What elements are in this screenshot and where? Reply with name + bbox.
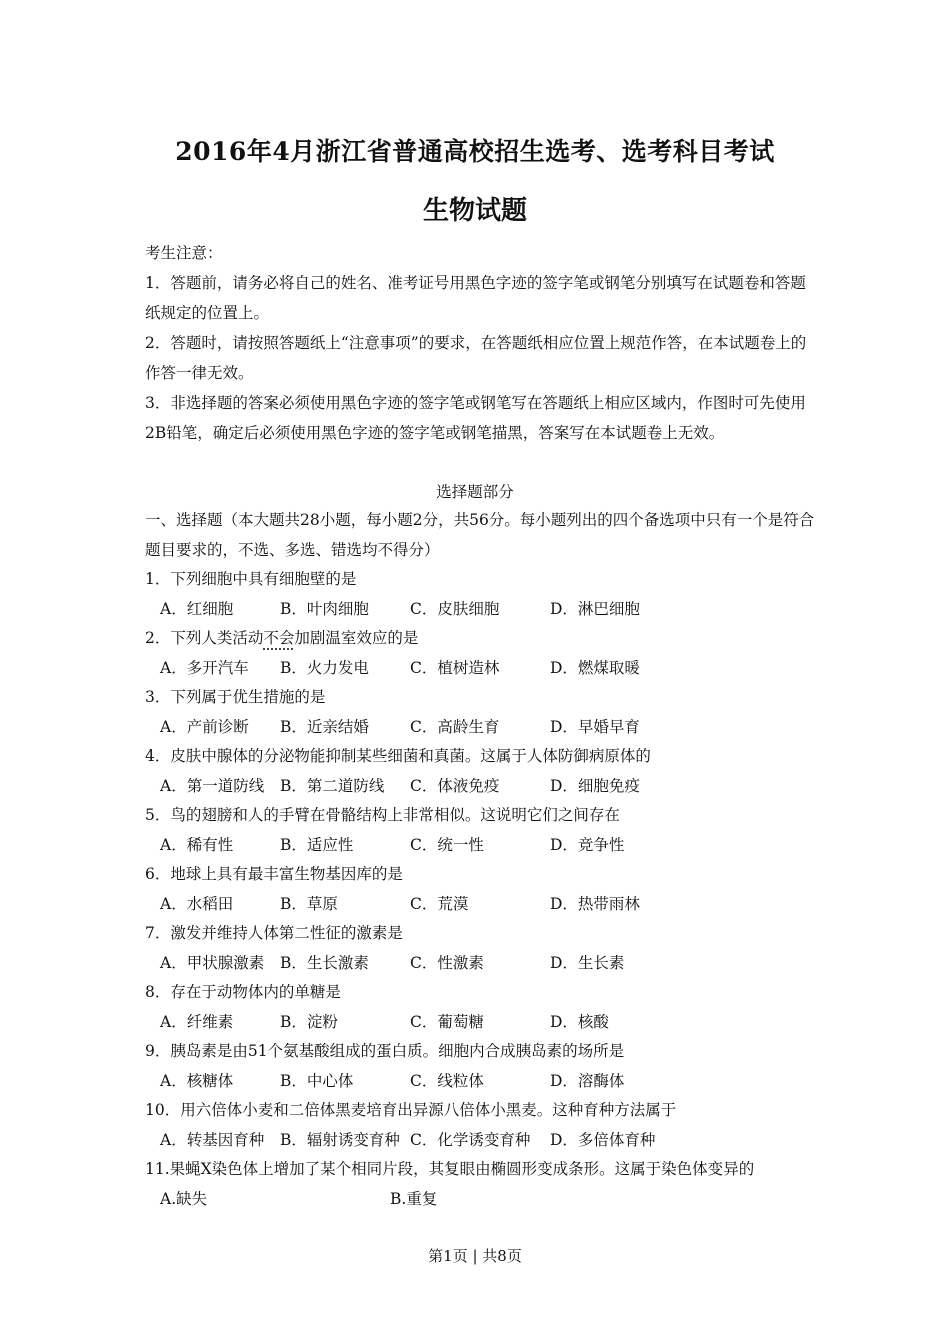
option: C．性激素 — [410, 953, 484, 972]
question-options — [145, 1008, 825, 1038]
option: D．溶酶体 — [550, 1071, 625, 1090]
option: C．统一性 — [410, 835, 484, 854]
option: D．生长素 — [550, 953, 625, 972]
option: D．多倍体育种 — [550, 1130, 656, 1149]
question-list — [145, 506, 825, 1214]
question-stem: 7．激发并维持人体第二性征的激素是 — [145, 924, 403, 942]
notes-heading: 考生注意： — [145, 244, 223, 262]
notes-block — [145, 238, 815, 448]
option: B．草原 — [280, 894, 338, 913]
question-stem: 9．胰岛素是由51个氨基酸组成的蛋白质。细胞内合成胰岛素的场所是 — [145, 1042, 625, 1060]
option: D．燃煤取暖 — [550, 658, 640, 677]
option: C．葡萄糖 — [410, 1012, 484, 1031]
question-stem: 4．皮肤中腺体的分泌物能抑制某些细菌和真菌。这属于人体防御病原体的 — [145, 747, 651, 765]
option: C．皮肤细胞 — [410, 599, 500, 618]
question-stem: 10．用六倍体小麦和二倍体黑麦培育出异源八倍体小黑麦。这种育种方法属于 — [145, 1101, 677, 1119]
section-instructions: 一、选择题（本大题共28小题，每小题2分，共56分。每小题列出的四个备选项中只有一个是符合题目要求的，不选、多选、错选均不得分） — [145, 511, 815, 559]
question-stem: 3．下列属于优生措施的是 — [145, 688, 326, 706]
option: A．纤维素 — [160, 1012, 234, 1031]
question-stem: 5．鸟的翅膀和人的手臂在骨骼结构上非常相似。这说明它们之间存在 — [145, 806, 620, 824]
option: D．核酸 — [550, 1012, 609, 1031]
option: D．竞争性 — [550, 835, 625, 854]
question-options — [145, 1185, 825, 1215]
option: D．细胞免疫 — [550, 776, 640, 795]
option: A．多开汽车 — [160, 658, 249, 677]
question-stem: 11.果蝇X染色体上增加了某个相同片段，其复眼由椭圆形变成条形。这属于染色体变异的 — [145, 1160, 755, 1178]
option: D．早婚早育 — [550, 717, 640, 736]
question-stem: 6．地球上具有最丰富生物基因库的是 — [145, 865, 403, 883]
option: A．甲状腺激素 — [160, 953, 265, 972]
question-options — [145, 831, 825, 861]
option: B．第二道防线 — [280, 776, 385, 795]
option: C．化学诱变育种 — [410, 1130, 531, 1149]
question-options — [145, 1067, 825, 1097]
question-options — [145, 890, 825, 920]
option: A．红细胞 — [160, 599, 234, 618]
option: C．高龄生育 — [410, 717, 500, 736]
option: C．荒漠 — [410, 894, 469, 913]
question-stem — [145, 624, 825, 654]
option: A.缺失 — [160, 1189, 208, 1208]
option: C．线粒体 — [410, 1071, 484, 1090]
option: B．中心体 — [280, 1071, 354, 1090]
question-stem: 1．下列细胞中具有细胞壁的是 — [145, 570, 357, 588]
question-options — [145, 772, 825, 802]
note-item: 2．答题时，请按照答题纸上“注意事项”的要求，在答题纸相应位置上规范作答，在本试题卷上的作答一律无效。 — [145, 334, 807, 382]
stem-part: 加剧温室效应的是 — [294, 629, 419, 647]
question-options — [145, 654, 825, 684]
option: C．体液免疫 — [410, 776, 500, 795]
option: B．近亲结婚 — [280, 717, 369, 736]
option: B．叶肉细胞 — [280, 599, 369, 618]
note-item: 1．答题前，请务必将自己的姓名、准考证号用黑色字迹的签字笔或钢笔分别填写在试题卷和答题纸规定的位置上。 — [145, 274, 806, 322]
note-item: 3．非选择题的答案必须使用黑色字迹的签字笔或钢笔写在答题纸上相应区域内，作图时可先使用2B铅笔，确定后必须使用黑色字迹的签字笔或钢笔描黑，答案写在本试题卷上无效。 — [145, 394, 806, 442]
question-options — [145, 949, 825, 979]
question-stem: 8．存在于动物体内的单糖是 — [145, 983, 341, 1001]
section-title: 选择题部分 — [436, 483, 514, 501]
option: D．热带雨林 — [550, 894, 640, 913]
exam-title: 2016年4月浙江省普通高校招生选考、选考科目考试 — [175, 137, 775, 166]
question-options — [145, 595, 825, 625]
option: A．产前诊断 — [160, 717, 249, 736]
page-footer: 第1页 | 共8页 — [428, 1247, 522, 1265]
option: D．淋巴细胞 — [550, 599, 640, 618]
stem-part: 2．下列人类活动 — [145, 629, 264, 647]
option: A．第一道防线 — [160, 776, 265, 795]
option: B．生长激素 — [280, 953, 369, 972]
option: B．火力发电 — [280, 658, 369, 677]
option: B．辐射诱变育种 — [280, 1130, 400, 1149]
question-options — [145, 1126, 825, 1156]
option: C．植树造林 — [410, 658, 500, 677]
option: A．核糖体 — [160, 1071, 234, 1090]
option: B.重复 — [390, 1189, 438, 1208]
exam-subtitle: 生物试题 — [422, 196, 527, 226]
option: B．适应性 — [280, 835, 354, 854]
option: A．稀有性 — [160, 835, 234, 854]
option: B．淀粉 — [280, 1012, 338, 1031]
question-options — [145, 713, 825, 743]
option: A．水稻田 — [160, 894, 234, 913]
stem-emphasis: 不会 — [263, 629, 295, 647]
option: A．转基因育种 — [160, 1130, 265, 1149]
